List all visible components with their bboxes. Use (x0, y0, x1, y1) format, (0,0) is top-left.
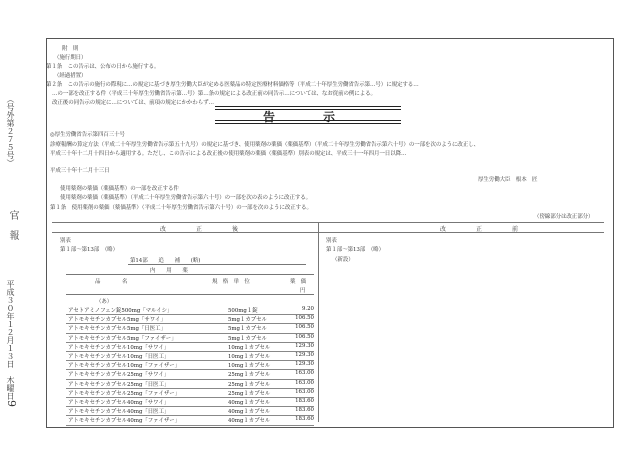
drug-spec: 25mg１カプセル (228, 390, 271, 397)
drug-name: アトモキセチンカプセル25mg「日医工」 (68, 381, 170, 388)
drug-price: 106.50 (295, 315, 314, 322)
drug-spec: 10mg１カプセル (228, 363, 271, 370)
drug-price: 129.30 (295, 352, 314, 358)
drug-price: 163.00 (295, 370, 314, 377)
group-a: （あ） (96, 299, 113, 305)
table-row (66, 398, 314, 407)
drug-price: 106.50 (295, 333, 314, 340)
article-1-amendment: 第１条 使用薬剤の薬価（薬価基準）（平成二十年厚生労働省告示第六十号）の一部を次のように改正する。 (50, 205, 312, 211)
drug-spec: 5mg１カプセル (228, 326, 267, 333)
table-row (66, 416, 314, 425)
drug-spec: 10mg１カプセル (228, 344, 271, 351)
table-row (66, 315, 314, 324)
column-after: 改 正 後 (160, 226, 251, 233)
notice-body-line-2: 平成三十年十二月十四日から適用する。ただし、この告示による改正後の使用薬剤の薬価（薬価基準）別表の規定は、平成三十一年四月一日以降… (50, 151, 407, 157)
drug-price: 129.30 (295, 361, 314, 368)
drug-price: 183.60 (295, 416, 314, 423)
notice-body-line-1: 診療報酬の算定方法（平成二十年厚生労働省告示第五十九号）の規定に基づき、使用薬剤の薬価（薬価基準）（平成二十年厚生労働省告示第六十号）の一部を次のように改正し、 (50, 142, 480, 148)
left-parts: 第１部～第13部 （略） (60, 247, 119, 253)
article-2-line-1: 第２条 この告示の施行の際現に…の規定に基づき厚生労働大臣が定める医薬品の特定医療材料価格等（平成二十年厚生労働省告示第…号）に規定する… (46, 82, 419, 88)
drug-name: アセトアミノフェン錠500mg「マルイシ」 (68, 308, 173, 314)
drug-name: アトモキセチンカプセル40mg「ファイザー」 (68, 418, 181, 425)
notice-date: 平成三十年十二月十三日 (50, 168, 110, 174)
right-appendix: 別表 (326, 238, 337, 244)
drug-spec: 5mg１カプセル (228, 335, 267, 342)
article-2-line-3: 改正後の同告示の規定に…については、前項の規定にかかわらず… (52, 100, 214, 106)
table-row (66, 306, 314, 315)
minister-name: 厚生労働大臣 根本 匠 (478, 177, 538, 183)
side-header (0, 0, 24, 452)
notice-subject: 使用薬剤の薬価（薬価基準）の一部を改正する件 (60, 186, 179, 192)
drug-name: アトモキセチンカプセル40mg「サワイ」 (68, 400, 170, 406)
table-row (66, 380, 314, 389)
drug-price: 183.60 (295, 398, 314, 404)
drug-name: アトモキセチンカプセル10mg「ファイザー」 (68, 363, 181, 370)
drug-name: アトモキセチンカプセル5mg「サワイ」 (68, 317, 166, 324)
right-new: （新設） (332, 257, 354, 263)
drug-name: アトモキセチンカプセル25mg「ファイザー」 (68, 390, 181, 397)
notice-banner (215, 106, 401, 123)
right-parts: 第１部～第13部 （略） (326, 247, 385, 253)
header-price: 薬 価 (290, 279, 307, 285)
drug-spec: 500mg１錠 (228, 308, 258, 314)
table-row (66, 389, 314, 398)
table-row (66, 407, 314, 416)
price-unit: 円 (300, 288, 306, 294)
supplementary-heading: 附 則 (62, 46, 79, 52)
table-row (66, 370, 314, 379)
article-1: 第１条 この告示は、公布の日から施行する。 (46, 64, 160, 70)
row-underline (66, 425, 314, 426)
drug-name: アトモキセチンカプセル10mg「サワイ」 (68, 344, 170, 351)
drug-name: アトモキセチンカプセル5mg「日医工」 (68, 326, 166, 333)
issue-date: 平成３０年１２月１３日 木曜日 (6, 280, 15, 400)
table-row (66, 334, 314, 343)
header-name: 品 名 (95, 279, 128, 285)
drug-price: 163.00 (295, 379, 314, 386)
oral-drugs-heading: 内 用 薬 (150, 268, 188, 274)
drug-price: 183.60 (295, 407, 314, 414)
notice-body-line-3: 使用薬剤の薬価（薬価基準）（平成二十年厚生労働省告示第六十号）の一部を次の表のように改正する。 (60, 195, 312, 201)
drug-spec: 25mg１カプセル (228, 372, 271, 379)
drug-spec: 40mg１カプセル (228, 418, 271, 425)
drug-spec: 40mg１カプセル (228, 400, 271, 406)
page-number: 9 (5, 400, 18, 407)
gazette-title: 官 報 (7, 210, 18, 240)
drug-price: 9.20 (301, 306, 314, 312)
drug-spec: 40mg１カプセル (228, 409, 271, 416)
notice-number: ◎厚生労働省告示第四百三十号 (50, 132, 125, 138)
drug-price: 129.30 (295, 342, 314, 349)
drug-spec: 5mg１カプセル (228, 317, 267, 324)
drug-spec: 25mg１カプセル (228, 381, 271, 388)
part-14-heading: 第14部 追 補 (略) (130, 258, 201, 264)
table-row (66, 361, 314, 370)
table-row (66, 343, 314, 352)
table-row (66, 352, 314, 361)
drug-name: アトモキセチンカプセル40mg「日医工」 (68, 409, 170, 416)
issue-number: （号外第２７５号） (6, 95, 15, 167)
drug-price: 163.00 (295, 388, 314, 395)
left-appendix: 別表 (60, 238, 71, 244)
enforcement-date-heading: （施行期日） (54, 55, 87, 61)
drug-name: アトモキセチンカプセル5mg「ファイザー」 (68, 335, 177, 342)
article-2-line-2: …の一部を改正する件（平成三十年厚生労働省告示第…号）第…条の規定による改正前の同告示…については、なお従前の例による。 (52, 91, 376, 97)
header-spec: 規 格 単 位 (212, 279, 250, 285)
column-before: 改 正 前 (440, 226, 531, 233)
drug-name: アトモキセチンカプセル10mg「日医工」 (68, 354, 170, 360)
table-row (66, 324, 314, 333)
drug-price: 106.50 (295, 324, 314, 331)
notice-banner-title: 告 示 (262, 110, 353, 124)
drug-name: アトモキセチンカプセル25mg「サワイ」 (68, 372, 170, 379)
drug-spec: 10mg１カプセル (228, 354, 271, 360)
amendment-note: （傍線部分は改正部分） (534, 214, 594, 220)
transition-heading: （経過措置） (54, 73, 87, 79)
